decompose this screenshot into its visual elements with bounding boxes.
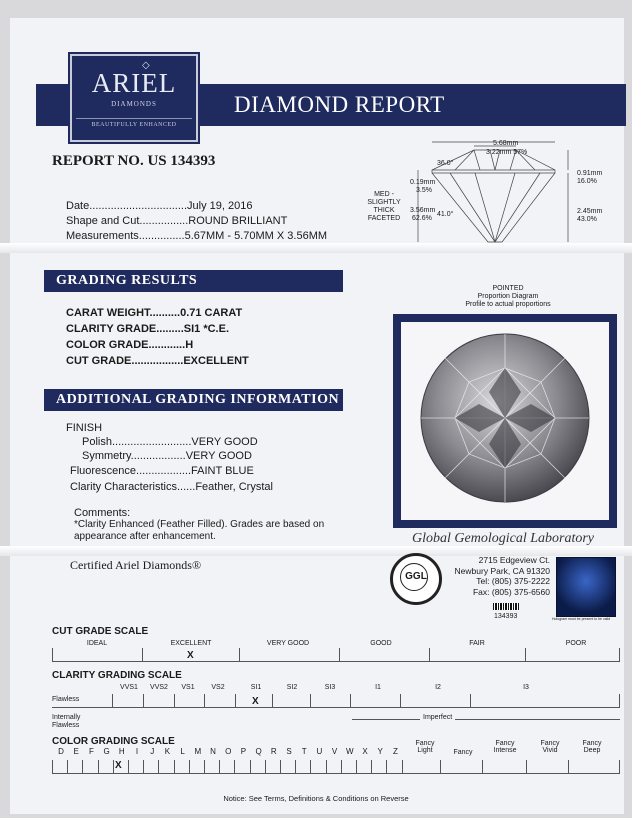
cut-scale-excellent: EXCELLENT	[170, 640, 212, 647]
measurements-row	[66, 230, 327, 242]
color-label: COLOR GRADE............	[66, 339, 186, 351]
color-tick	[98, 760, 99, 774]
comments-line-2: appearance after enhancement.	[74, 531, 216, 542]
clarity-scale-mark: X	[252, 696, 259, 707]
clarity-grade-i2: I2	[435, 684, 441, 691]
cut-scale-very-good: VERY GOOD	[266, 640, 310, 647]
color-letter-o: O	[225, 747, 232, 756]
diagram-table: 3.22mm 57%	[486, 149, 528, 156]
color-letter-y: Y	[377, 747, 383, 756]
cut-scale-line	[52, 661, 620, 662]
diamond-icon: ◇	[142, 60, 150, 71]
diagram-right-bottom-pct: 43.0%	[577, 216, 597, 223]
proportion-caption-3: Profile to actual proportions	[465, 301, 551, 308]
fluorescence-label: Fluorescence..................	[70, 465, 192, 477]
clarity-value: SI1 *C.E.	[183, 323, 230, 335]
color-letter-i: I	[135, 747, 139, 756]
fancy-intense: Fancy Intense	[493, 740, 517, 754]
fold-line-top	[0, 243, 632, 253]
clarity-tick	[174, 694, 175, 708]
symmetry-label: Symmetry..................	[82, 450, 186, 462]
color-tick	[189, 760, 190, 774]
color-letter-n: N	[210, 747, 216, 756]
color-tick	[158, 760, 159, 774]
diagram-right-bottom: 2.45mm	[577, 208, 603, 215]
clarity-row	[66, 323, 229, 335]
diagram-pavilion-angle: 41.0°	[437, 211, 454, 218]
date-label: Date................................	[66, 200, 188, 212]
carat-label: CARAT WEIGHT..........	[66, 307, 181, 319]
proportion-caption-1: POINTED	[492, 285, 524, 292]
color-tick	[204, 760, 205, 774]
color-tick	[174, 760, 175, 774]
color-tick	[371, 760, 372, 774]
fancy-deep: Fancy Deep	[582, 740, 602, 754]
clarity-scale-title: CLARITY GRADING SCALE	[52, 670, 182, 681]
clarity-grade-si3: SI3	[324, 684, 336, 691]
cut-scale-good: GOOD	[370, 640, 392, 647]
ggl-seal	[390, 553, 442, 605]
logo-sub: DIAMONDS	[111, 100, 157, 108]
lab-name-script: Global Gemological Laboratory	[412, 531, 594, 546]
color-scale-title: COLOR GRADING SCALE	[52, 736, 175, 747]
diamond-photo	[401, 322, 609, 520]
report-title: DIAMOND REPORT	[234, 92, 445, 117]
logo-box	[70, 54, 198, 142]
carat-row	[66, 307, 242, 319]
measurements-value: 5.67MM - 5.70MM X 3.56MM	[184, 230, 328, 242]
clarity-tick	[310, 694, 311, 708]
color-tick	[67, 760, 68, 774]
certified-text: Certified Ariel Diamonds®	[70, 558, 202, 572]
fancy: Fancy	[453, 749, 473, 756]
clarity-tick	[235, 694, 236, 708]
color-tick	[310, 760, 311, 774]
ggl-seal-text: GGL	[405, 571, 427, 582]
diagram-width: 5.68mm	[493, 140, 519, 147]
imperfect-line	[352, 719, 620, 720]
color-letter-l: L	[180, 747, 185, 756]
color-letter-h: H	[118, 747, 125, 756]
shape-value: ROUND BRILLIANT	[188, 215, 288, 227]
color-tick	[482, 760, 483, 774]
color-tick	[619, 760, 620, 774]
cut-scale-tick	[525, 648, 526, 662]
color-letter-v: V	[331, 747, 338, 756]
diagram-pavilion-pct: 62.6%	[412, 215, 432, 222]
diagram-pavilion-height: 3.56mm	[410, 207, 436, 214]
fluorescence-row	[70, 465, 254, 477]
cut-row	[66, 355, 249, 367]
measurements-label: Measurements...............	[66, 230, 185, 242]
clarity-characteristics-value: Feather, Crystal	[195, 481, 273, 493]
comments-label: Comments:	[74, 507, 131, 519]
clarity-internally-flawless: Internally Flawless	[52, 714, 81, 729]
logo-name: ARIEL	[91, 68, 177, 98]
color-letter-x: X	[362, 747, 368, 756]
diagram-crown-pct: 3.5%	[416, 187, 432, 194]
color-letter-f: F	[88, 747, 94, 756]
color-letter-j: J	[150, 747, 155, 756]
lab-address	[440, 555, 550, 597]
polish-row	[82, 436, 258, 448]
clarity-grade-si1: SI1	[250, 684, 262, 691]
cut-scale-mark: X	[187, 650, 194, 661]
color-letter-s: S	[286, 747, 292, 756]
cut-scale-tick	[339, 648, 340, 662]
lab-address-2: Newbury Park, CA 91320	[454, 565, 550, 576]
diagram-right-top: 0.91mm	[577, 170, 603, 177]
color-tick	[234, 760, 235, 774]
clarity-grade-vs1: VS1	[181, 684, 195, 691]
shape-label: Shape and Cut................	[66, 215, 189, 227]
color-letter-u: U	[316, 747, 323, 756]
color-scale-line	[52, 773, 620, 774]
color-tick	[52, 760, 53, 774]
clarity-grade-i3: I3	[523, 684, 529, 691]
cut-scale-tick	[239, 648, 240, 662]
clarity-characteristics-row	[70, 481, 273, 493]
color-letter-p: P	[240, 747, 247, 756]
proportion-caption-2: Proportion Diagram	[477, 293, 539, 300]
clarity-grade-vvs2: VVS2	[150, 684, 168, 691]
color-tick	[341, 760, 342, 774]
logo-tagline: BEAUTIFULLY ENHANCED	[91, 122, 177, 128]
clarity-grade-si2: SI2	[286, 684, 298, 691]
diamond-photo-frame	[393, 314, 617, 528]
clarity-tick	[619, 694, 620, 708]
color-tick	[440, 760, 441, 774]
symmetry-row	[82, 450, 252, 462]
clarity-tick	[400, 694, 401, 708]
clarity-tick	[143, 694, 144, 708]
color-tick	[295, 760, 296, 774]
cut-scale-title: CUT GRADE SCALE	[52, 626, 149, 637]
hologram-caption: Hologram must be present to be valid	[552, 617, 611, 621]
color-tick	[219, 760, 220, 774]
clarity-tick	[272, 694, 273, 708]
clarity-label: CLARITY GRADE.........	[66, 323, 184, 335]
fancy-light: Fancy Light	[415, 740, 435, 754]
color-letter-d: D	[58, 747, 64, 756]
diagram-crown-height: 0.19mm	[410, 179, 436, 186]
finish-label: FINISH	[66, 422, 103, 434]
color-letter-r: R	[270, 747, 277, 756]
color-letter-k: K	[164, 747, 171, 756]
clarity-flawless: Flawless	[52, 696, 80, 703]
cut-label: CUT GRADE.................	[66, 355, 184, 367]
clarity-characteristics-label: Clarity Characteristics......	[70, 481, 196, 493]
clarity-grade-i1: I1	[375, 684, 381, 691]
clarity-scale-line	[52, 707, 620, 708]
cut-scale-tick	[619, 648, 620, 662]
cut-value: EXCELLENT	[183, 355, 249, 367]
cut-scale-tick	[142, 648, 143, 662]
cut-scale-fair: FAIR	[469, 640, 485, 647]
cut-scale-tick	[429, 648, 430, 662]
color-letter-m: M	[194, 747, 202, 756]
grading-results-bar: GRADING RESULTS	[44, 270, 343, 292]
report-number: REPORT NO. US 134393	[52, 153, 216, 169]
comments-line-1: *Clarity Enhanced (Feather Filled). Grades are based on	[74, 519, 325, 530]
barcode-number: 134393	[494, 613, 518, 620]
lab-tel: Tel: (805) 375-2222	[476, 576, 550, 586]
color-letter-g: G	[103, 747, 110, 756]
clarity-grade-vs2: VS2	[211, 684, 225, 691]
color-letter-q: Q	[255, 747, 262, 756]
color-tick	[113, 760, 114, 774]
fancy-vivid: Fancy Vivid	[540, 740, 560, 754]
lab-fax: Fax: (805) 375-6560	[472, 586, 550, 597]
color-tick	[356, 760, 357, 774]
color-scale-mark: X	[115, 760, 122, 771]
color-value: H	[185, 339, 194, 351]
color-tick	[402, 760, 403, 774]
clarity-tick	[204, 694, 205, 708]
clarity-grade-vvs1: VVS1	[120, 684, 138, 691]
polish-value: VERY GOOD	[191, 436, 258, 448]
color-tick	[265, 760, 266, 774]
color-tick	[386, 760, 387, 774]
clarity-tick	[350, 694, 351, 708]
clarity-tick	[470, 694, 471, 708]
hologram	[556, 557, 616, 617]
color-tick	[128, 760, 129, 774]
barcode	[493, 603, 519, 610]
color-tick	[82, 760, 83, 774]
color-row	[66, 339, 193, 351]
diagram-right-top-pct: 16.0%	[577, 178, 597, 185]
fluorescence-value: FAINT BLUE	[191, 465, 254, 477]
color-tick	[143, 760, 144, 774]
cut-scale-tick	[52, 648, 53, 662]
color-letter-z: Z	[392, 747, 398, 756]
color-tick	[326, 760, 327, 774]
date-value: July 19, 2016	[187, 200, 253, 212]
clarity-tick	[112, 694, 113, 708]
footer-notice: Notice: See Terms, Definitions & Conditions on Reverse	[223, 794, 409, 803]
color-letter-e: E	[73, 747, 79, 756]
cut-scale-poor: POOR	[565, 640, 587, 647]
color-letter-t: T	[301, 747, 307, 756]
polish-label: Polish..........................	[82, 436, 192, 448]
additional-grading-bar: ADDITIONAL GRADING INFORMATION	[44, 389, 343, 411]
lab-address-1: 2715 Edgeview Ct.	[478, 555, 550, 565]
color-tick	[568, 760, 569, 774]
color-letter-w: W	[346, 747, 354, 756]
diagram-girdle: MED - SLIGHTLY THICK FACETED	[367, 191, 401, 222]
color-tick	[280, 760, 281, 774]
diamond-photo-bg	[401, 322, 609, 520]
symmetry-value: VERY GOOD	[185, 450, 252, 462]
color-tick	[250, 760, 251, 774]
carat-value: 0.71 CARAT	[180, 307, 243, 319]
shape-row	[66, 215, 287, 227]
cut-scale-ideal: IDEAL	[86, 640, 108, 647]
clarity-imperfect: Imperfect	[420, 714, 455, 721]
date-row	[66, 200, 252, 212]
color-tick	[526, 760, 527, 774]
diagram-crown-angle: 36.0°	[437, 160, 454, 167]
